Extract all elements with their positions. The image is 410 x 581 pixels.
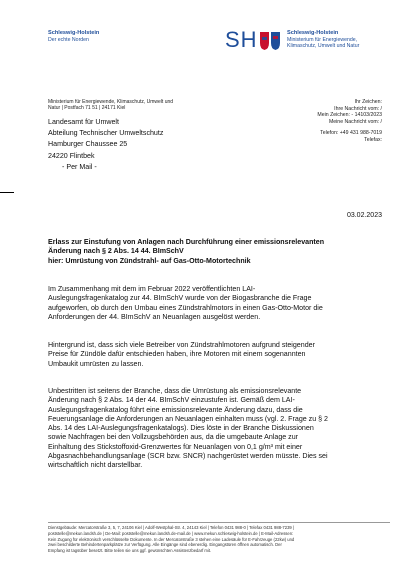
recipient-line5: - Per Mail - — [62, 162, 97, 171]
footer-line1: Dienstgebäude: Mercatorstraße 3, 5, 7, 24106 Kiel | Adolf-Westphal-Str. 4, 24143 Kiel | Telefon 0431 988-0 | Telefax 0431 988-7239 | — [48, 525, 294, 530]
ihre-nachricht: Ihre Nachricht vom: / — [334, 105, 382, 112]
coat-of-arms-icon — [259, 31, 281, 51]
paragraph-1 — [48, 285, 384, 322]
paragraph-line: sowie Nachfragen bei den Vollzugsbehörden aus, da die umgebaute Anlage zur — [48, 433, 299, 442]
meine-nachricht: Meine Nachricht vom: / — [328, 118, 382, 125]
paragraph-line: Auslegungsfragenkatalog zur 44. BImSchV wurde von der Biogasbranche die Frage — [48, 294, 312, 303]
recipient-address — [48, 117, 163, 173]
subject-line2: Änderung nach § 2 Abs. 14 44. BImSchV — [48, 247, 184, 256]
logo-line2: Der echte Norden — [48, 37, 89, 43]
letter-date: 03.02.2023 — [346, 212, 382, 219]
sender-line2: Natur | Postfach 71 51 | 24171 Kiel — [48, 105, 126, 112]
letter-footer — [48, 522, 390, 554]
schleswig-holstein-logo — [48, 30, 118, 44]
logo-line1: Schleswig-Holstein — [48, 30, 100, 36]
paragraph-line: Abs. 14 des LAI-Auslegungsfragenkatalogs). Dies löste in der Branche Diskussionen — [48, 424, 314, 433]
paragraph-line: aufgeworfen, ob durch den Umbau eines Zündstrahlmotors in einen Gas-Otto-Motor die — [48, 303, 323, 312]
paragraph-line: Anforderungen der 44. BImSchV an Neuanlagen ausgelöst werden. — [48, 312, 261, 321]
paragraph-line: Umbaukit umrüsten zu lassen. — [48, 359, 144, 368]
ministry-logo-line2: Ministerium für Energiewende, — [287, 36, 358, 43]
sender-address — [48, 99, 198, 112]
footer-line2: poststelle@mekun.landsh.de | De-Mail: poststelle@mekun.landsh.de-mail.de | www.mekun.schleswig-holstein.de | E-Mail-Adressen: — [48, 530, 294, 536]
recipient-line1: Landesamt für Umwelt — [48, 118, 119, 126]
subject — [48, 238, 388, 266]
paragraph-line: Hintergrund ist, dass sich viele Betreiber von Zündstrahlmotoren aufgrund steigender — [48, 341, 315, 349]
reference-block — [242, 99, 382, 143]
recipient-line4: 24220 Flintbek — [48, 151, 95, 160]
paragraph-line: Einhaltung des Stickstoffoxid-Grenzwertes für Neuanlagen von 0,1 g/m³ mit einer — [48, 442, 303, 451]
paragraph-line: wirtschaftlich nicht darstellbar. — [48, 461, 143, 470]
ihr-zeichen: Ihr Zeichen: — [354, 99, 382, 105]
recipient-line2: Abteilung Technischer Umweltschutz — [48, 129, 164, 138]
paragraph-line: Feuerungsanlage die Anforderungen an Neuanlagen einhalten muss (vgl. 2. Frage zu § 2 — [48, 414, 328, 423]
recipient-line3: Hamburger Chaussee 25 — [48, 140, 128, 149]
paragraph-line: Auslegungsfragenkatalog führt eine emissionsrelevante Änderung dazu, dass die — [48, 405, 303, 414]
footer-line3: Kein Zugang für elektronisch verschlüsselte Dokumente. In der Mercatorstraße 3 stehen eine Ladesäule für E-Fahrzeuge (22kw) und — [48, 536, 295, 542]
sh-letters: SH — [225, 27, 258, 52]
ministry-logo-line1: Schleswig-Holstein — [287, 30, 339, 36]
paragraph-3 — [48, 387, 384, 471]
paragraph-line: Preise für Zündöle dafür entschieden haben, ihre Motoren mit einem sogenannten — [48, 350, 306, 359]
footer-line5: Empfang ist tagsüber besetzt. Bitte teilen sie uns ggf. gewünschten Assistenzbedarf mit. — [48, 548, 212, 554]
paragraph-line: Änderung nach § 2 Abs. 14 der 44. BImSchV einzustufen ist. Gemäß dem LAI- — [48, 396, 295, 405]
mein-zeichen: Mein Zeichen: - 14103/2023 — [317, 112, 382, 118]
sender-line1: Ministerium für Energiewende, Klimaschutz, Umwelt und — [48, 99, 174, 105]
subject-line1: Erlass zur Einstufung von Anlagen nach Durchführung einer emissionsrelevanten — [48, 238, 325, 246]
paragraph-line: Im Zusammenhang mit dem im Februar 2022 veröffentlichten LAI- — [48, 285, 256, 293]
ministry-logo-line3: Klimaschutz, Umwelt und Natur — [287, 43, 360, 50]
paragraph-2 — [48, 341, 384, 369]
paragraph-line: Unbestritten ist seitens der Branche, dass die Umrüstung als emissionsrelevante — [48, 387, 302, 395]
telefon: Telefon: +49 431 988-7019 — [320, 130, 382, 136]
ministry-logo — [287, 30, 402, 50]
paragraph-line: Abgasnachbehandlungsanlage (SCR bzw. SNCR) nachgerüstet werden müsste. Dies sei — [48, 452, 328, 461]
telefax: Telefax: — [364, 136, 382, 143]
subject-line3: hier: Umrüstung von Zündstrahl- auf Gas-Otto-Motortechnik — [48, 256, 251, 265]
fold-mark — [0, 192, 14, 193]
footer-line4: zwei beschilderte Behindertenparkplätze zur Verfügung. Alle Eingänge sind ebenerdig. Eingangstüren öffnen automatisch. Der — [48, 542, 282, 548]
